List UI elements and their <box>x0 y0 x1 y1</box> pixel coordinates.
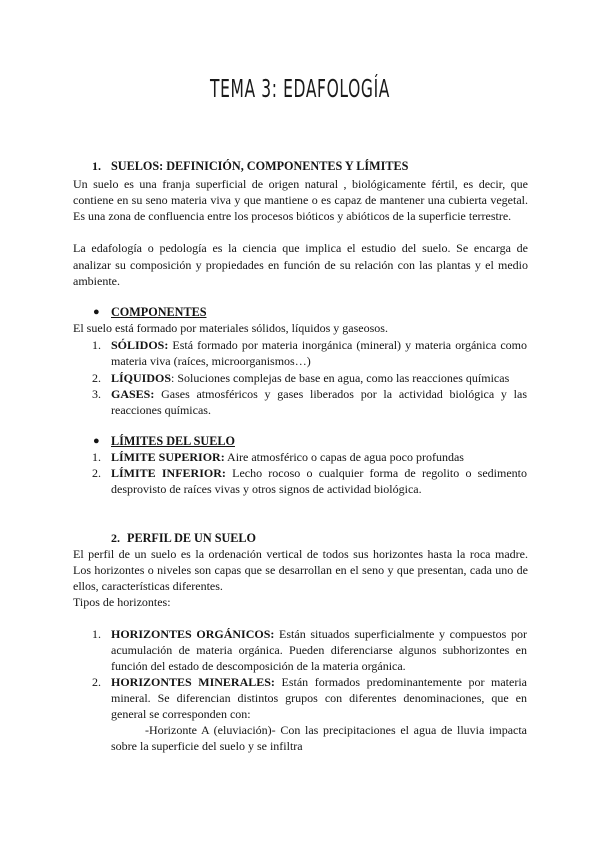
list-item-continuation: sobre la superficie del suelo y se infiltra <box>111 739 303 753</box>
componentes-heading: COMPONENTES <box>111 305 207 319</box>
bullet-icon: ● <box>93 435 100 447</box>
s1-para2-line: La edafología o pedología es la ciencia que implica el estudio del suelo. Se encarga de <box>73 241 528 255</box>
componentes-intro: El suelo está formado por materiales sólidos, líquidos y gaseosos. <box>73 321 388 335</box>
list-item-continuation: -Horizonte A (eluviación)- Con las precipitaciones el agua de lluvia impacta <box>145 723 527 737</box>
s1-para1-line: Es una zona de confluencia entre los procesos bióticos y abióticos de la superficie terrestre. <box>73 209 512 223</box>
list-item-continuation: materia viva (raíces, microorganismos…) <box>111 354 311 368</box>
list-number: 2. <box>92 466 101 480</box>
s2-para-line: ellos, características diferentes. <box>73 579 223 593</box>
list-number: 1. <box>92 450 101 464</box>
list-number: 2. <box>92 371 101 385</box>
list-item-continuation: acumulación de materia orgánica. Pueden diferenciarse algunos subhorizontes en <box>111 643 527 657</box>
list-item-continuation: desprovisto de raíces vivas y otros signos de actividad biológica. <box>111 482 422 496</box>
s1-para2-line: analizar su composición y propiedades en función de su relación con las plantas y el medio <box>73 258 528 272</box>
list-number: 1. <box>92 338 101 352</box>
list-number: 3. <box>92 387 101 401</box>
limites-heading: LÍMITES DEL SUELO <box>111 434 235 448</box>
section-2-heading: PERFIL DE UN SUELO <box>127 531 257 545</box>
list-number: 2. <box>92 675 101 689</box>
list-item: LÍMITE INFERIOR: Lecho rocoso o cualquier forma de regolito o sedimento <box>111 466 528 480</box>
list-item-continuation: reacciones químicas. <box>111 403 211 417</box>
s2-para-line: Tipos de horizontes: <box>73 595 171 609</box>
bullet-icon: ● <box>93 306 100 318</box>
page-title: TEMA 3: EDAFOLOGÍA <box>210 74 390 103</box>
s2-para-line: Los horizontes o niveles son capas que se desarrollan en el seno y que presentan, cada uno de <box>73 563 528 577</box>
section-1-heading: SUELOS: DEFINICIÓN, COMPONENTES Y LÍMITES <box>111 159 409 173</box>
list-item: GASES: Gases atmosféricos y gases liberados por la actividad biológica y las <box>111 387 527 401</box>
list-item-continuation: función del estado de descomposición de la materia orgánica. <box>111 659 406 673</box>
list-item: LÍMITE SUPERIOR: Aire atmosférico o capas de agua poco profundas <box>111 450 464 464</box>
list-number: 1. <box>92 627 101 641</box>
s2-para-line: El perfil de un suelo es la ordenación vertical de todos sus horizontes hasta la roca madre. <box>73 547 528 561</box>
list-item: HORIZONTES ORGÁNICOS: Están situados superficialmente y compuestos por <box>111 627 527 641</box>
list-item-continuation: mineral. Se diferencian distintos grupos con diferentes denominaciones, que en <box>111 691 527 705</box>
list-item-continuation: general se corresponden con: <box>111 707 251 721</box>
section-2-number: 2. <box>111 531 120 545</box>
s1-para1-line: Un suelo es una franja superficial de origen natural , biológicamente fértil, es decir, que <box>73 177 528 191</box>
s1-para1-line: contiene en su seno materia viva y que mantiene o es capaz de mantener una cubierta vegetal. <box>73 193 528 207</box>
section-1-number: 1. <box>92 159 101 173</box>
list-item: SÓLIDOS: Está formado por materia inorgánica (mineral) y materia orgánica como <box>111 338 527 352</box>
list-item: HORIZONTES MINERALES: Están formados predominantemente por materia <box>111 675 527 689</box>
list-item: LÍQUIDOS: Soluciones complejas de base en agua, como las reacciones químicas <box>111 371 510 385</box>
s1-para2-line: ambiente. <box>73 274 120 288</box>
